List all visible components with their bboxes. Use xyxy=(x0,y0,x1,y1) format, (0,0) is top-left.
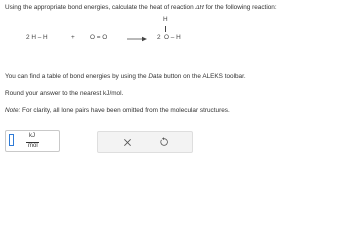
delta-h-symbol: ΔH xyxy=(195,4,204,11)
reactant-o2: O = O xyxy=(90,34,108,41)
note xyxy=(5,107,230,114)
product-top-h: H xyxy=(163,16,168,23)
note-label: Note: xyxy=(5,107,21,114)
product-coefficient: 2 xyxy=(157,34,161,41)
x-icon xyxy=(123,138,132,147)
undo-icon xyxy=(159,137,169,147)
clear-button[interactable] xyxy=(120,135,134,149)
unit-numerator: kJ xyxy=(29,133,35,139)
question-suffix: for the following reaction: xyxy=(203,4,277,11)
vertical-bond xyxy=(165,26,166,32)
question-prefix: Using the appropriate bond energies, calculate the heat of reaction xyxy=(5,4,196,11)
rounding-instruction: Round your answer to the nearest kJ/mol. xyxy=(5,90,124,97)
data-link[interactable]: Data xyxy=(148,73,162,80)
note-text: For clarity, all lone pairs have been omitted from the molecular structures. xyxy=(20,107,230,114)
answer-input[interactable] xyxy=(9,134,14,146)
answer-box xyxy=(5,130,60,152)
data-instruction-suffix: button on the ALEKS toolbar. xyxy=(161,73,246,80)
reactant-h2: 2 H – H xyxy=(26,34,48,41)
data-instruction-prefix: You can find a table of bond energies by using the xyxy=(5,73,149,80)
product-water: O – H xyxy=(164,34,181,41)
unit-denominator: mol xyxy=(28,143,38,149)
data-instruction xyxy=(5,73,246,80)
undo-button[interactable] xyxy=(157,135,171,149)
reaction-arrow-icon xyxy=(126,36,148,42)
plus-sign: + xyxy=(71,34,75,41)
answer-toolbar xyxy=(97,131,193,153)
question-text xyxy=(5,4,277,11)
